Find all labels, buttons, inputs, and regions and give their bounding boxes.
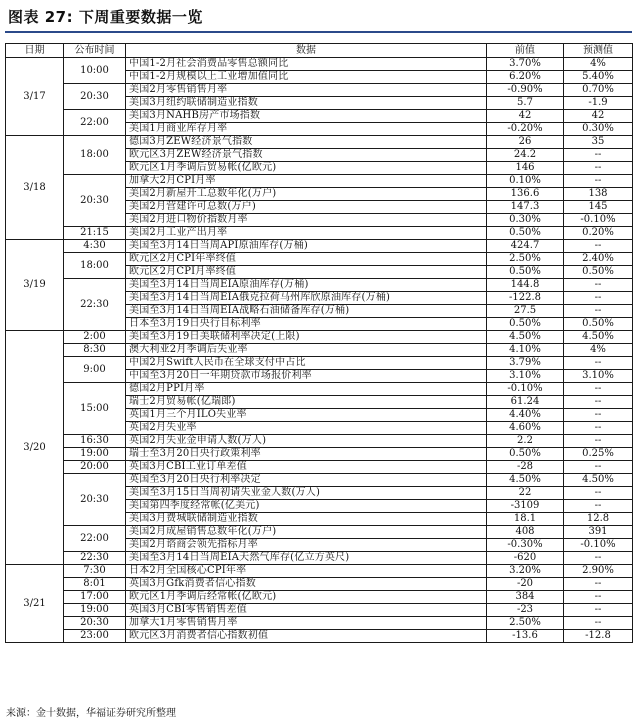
previous-cell: 0.50% [487, 448, 564, 461]
forecast-cell: -- [564, 461, 633, 474]
previous-cell: -620 [487, 552, 564, 565]
forecast-cell: -12.8 [564, 630, 633, 643]
forecast-cell: -0.10% [564, 539, 633, 552]
forecast-cell: 4.50% [564, 331, 633, 344]
item-cell: 美国2月成屋销售总数年化(万户) [126, 526, 487, 539]
schedule-table [5, 43, 633, 643]
item-cell: 美国2月谘商会领先指标月率 [126, 539, 487, 552]
table-row [6, 58, 633, 71]
table-row [6, 357, 633, 370]
item-cell: 美国第四季度经常帐(亿美元) [126, 500, 487, 513]
header-previous: 前值 [487, 44, 564, 58]
item-cell: 欧元区1月季调后经常帐(亿欧元) [126, 591, 487, 604]
time-cell: 22:00 [64, 526, 126, 552]
forecast-cell: 0.30% [564, 123, 633, 136]
table-row [6, 227, 633, 240]
forecast-cell: -- [564, 435, 633, 448]
previous-cell: 424.7 [487, 240, 564, 253]
time-cell: 8:30 [64, 344, 126, 357]
item-cell: 澳大利亚2月季调后失业率 [126, 344, 487, 357]
time-cell: 20:30 [64, 175, 126, 227]
table-row [6, 435, 633, 448]
time-cell: 16:30 [64, 435, 126, 448]
time-cell: 15:00 [64, 383, 126, 435]
time-cell: 18:00 [64, 253, 126, 279]
previous-cell: -0.20% [487, 123, 564, 136]
previous-cell: -3109 [487, 500, 564, 513]
forecast-cell: 4.50% [564, 474, 633, 487]
forecast-cell: -- [564, 305, 633, 318]
item-cell: 美国至3月15日当周初请失业金人数(万人) [126, 487, 487, 500]
item-cell: 英国3月Gfk消费者信心指数 [126, 578, 487, 591]
item-cell: 美国2月工业产出月率 [126, 227, 487, 240]
forecast-cell: -0.10% [564, 214, 633, 227]
header-time: 公布时间 [64, 44, 126, 58]
previous-cell: 18.1 [487, 513, 564, 526]
forecast-cell: -- [564, 357, 633, 370]
previous-cell: 4.10% [487, 344, 564, 357]
table-body [6, 58, 633, 643]
forecast-cell: -- [564, 279, 633, 292]
table-row [6, 474, 633, 487]
item-cell: 瑞士至3月20日央行政策利率 [126, 448, 487, 461]
previous-cell: 0.50% [487, 266, 564, 279]
previous-cell: -13.6 [487, 630, 564, 643]
date-cell: 3/19 [6, 240, 64, 331]
forecast-cell: -- [564, 552, 633, 565]
date-cell: 3/17 [6, 58, 64, 136]
forecast-cell: 0.20% [564, 227, 633, 240]
previous-cell: 146 [487, 162, 564, 175]
item-cell: 英国至3月20日央行利率决定 [126, 474, 487, 487]
forecast-cell: -- [564, 149, 633, 162]
item-cell: 中国1-2月社会消费品零售总额同比 [126, 58, 487, 71]
previous-cell: 6.20% [487, 71, 564, 84]
forecast-cell: -- [564, 617, 633, 630]
previous-cell: 2.50% [487, 253, 564, 266]
previous-cell: 5.7 [487, 97, 564, 110]
previous-cell: 147.3 [487, 201, 564, 214]
forecast-cell: -- [564, 591, 633, 604]
item-cell: 日本2月全国核心CPI年率 [126, 565, 487, 578]
item-cell: 德国2月PPI月率 [126, 383, 487, 396]
previous-cell: 136.6 [487, 188, 564, 201]
time-cell: 20:30 [64, 474, 126, 526]
table-row [6, 240, 633, 253]
item-cell: 英国1月三个月ILO失业率 [126, 409, 487, 422]
previous-cell: 3.70% [487, 58, 564, 71]
header-data: 数据 [126, 44, 487, 58]
time-cell: 19:00 [64, 604, 126, 617]
previous-cell: 0.50% [487, 227, 564, 240]
time-cell: 2:00 [64, 331, 126, 344]
table-row [6, 565, 633, 578]
item-cell: 欧元区1月季调后贸易帐(亿欧元) [126, 162, 487, 175]
previous-cell: -0.10% [487, 383, 564, 396]
item-cell: 美国至3月14日当周EIA战略石油储备库存(万桶) [126, 305, 487, 318]
forecast-cell: -- [564, 292, 633, 305]
time-cell: 4:30 [64, 240, 126, 253]
forecast-cell: 42 [564, 110, 633, 123]
table-row [6, 84, 633, 97]
previous-cell: 0.30% [487, 214, 564, 227]
title-underline [5, 31, 632, 33]
item-cell: 德国3月ZEW经济景气指数 [126, 136, 487, 149]
forecast-cell: -- [564, 422, 633, 435]
forecast-cell: 0.25% [564, 448, 633, 461]
previous-cell: 3.10% [487, 370, 564, 383]
time-cell: 23:00 [64, 630, 126, 643]
forecast-cell: 391 [564, 526, 633, 539]
table-row [6, 604, 633, 617]
item-cell: 美国2月营建许可总数(万户) [126, 201, 487, 214]
table-row [6, 344, 633, 357]
table-row [6, 461, 633, 474]
forecast-cell: 138 [564, 188, 633, 201]
previous-cell: -23 [487, 604, 564, 617]
table-row [6, 448, 633, 461]
time-cell: 22:30 [64, 552, 126, 565]
time-cell: 20:00 [64, 461, 126, 474]
header-row [6, 44, 633, 58]
item-cell: 美国至3月14日当周API原油库存(万桶) [126, 240, 487, 253]
item-cell: 中国至3月20日一年期贷款市场报价利率 [126, 370, 487, 383]
forecast-cell: -- [564, 604, 633, 617]
forecast-cell: 145 [564, 201, 633, 214]
table-row [6, 526, 633, 539]
table-row [6, 552, 633, 565]
item-cell: 美国2月进口物价指数月率 [126, 214, 487, 227]
previous-cell: 27.5 [487, 305, 564, 318]
forecast-cell: 0.50% [564, 266, 633, 279]
time-cell: 9:00 [64, 357, 126, 383]
previous-cell: 26 [487, 136, 564, 149]
item-cell: 美国至3月19日美联储利率决定(上限) [126, 331, 487, 344]
forecast-cell: -- [564, 500, 633, 513]
table-row [6, 279, 633, 292]
forecast-cell: 12.8 [564, 513, 633, 526]
forecast-cell: 0.50% [564, 318, 633, 331]
table-row [6, 175, 633, 188]
time-cell: 21:15 [64, 227, 126, 240]
forecast-cell: 2.40% [564, 253, 633, 266]
item-cell: 美国至3月14日当周EIA天然气库存(亿立方英尺) [126, 552, 487, 565]
item-cell: 美国至3月14日当周EIA原油库存(万桶) [126, 279, 487, 292]
item-cell: 英国2月失业金申请人数(万人) [126, 435, 487, 448]
item-cell: 中国2月Swift人民币在全球支付中占比 [126, 357, 487, 370]
previous-cell: 0.50% [487, 318, 564, 331]
source-note: 来源：金十数据，华福证券研究所整理 [6, 708, 176, 719]
item-cell: 美国3月NAHB房产市场指数 [126, 110, 487, 123]
previous-cell: 408 [487, 526, 564, 539]
item-cell: 英国3月CBI零售销售差值 [126, 604, 487, 617]
header-date: 日期 [6, 44, 64, 58]
forecast-cell: 3.10% [564, 370, 633, 383]
table-row [6, 110, 633, 123]
date-cell: 3/21 [6, 565, 64, 643]
item-cell: 欧元区2月CPI年率终值 [126, 253, 487, 266]
forecast-cell: -- [564, 162, 633, 175]
table-row [6, 253, 633, 266]
previous-cell: 0.10% [487, 175, 564, 188]
item-cell: 欧元区3月消费者信心指数初值 [126, 630, 487, 643]
forecast-cell: -- [564, 383, 633, 396]
time-cell: 10:00 [64, 58, 126, 84]
forecast-cell: -- [564, 578, 633, 591]
date-cell: 3/20 [6, 331, 64, 565]
forecast-cell: 2.90% [564, 565, 633, 578]
table-row [6, 630, 633, 643]
table-row [6, 617, 633, 630]
forecast-cell: 0.70% [564, 84, 633, 97]
item-cell: 美国至3月14日当周EIA俄克拉荷马州库欣原油库存(万桶) [126, 292, 487, 305]
previous-cell: -0.90% [487, 84, 564, 97]
time-cell: 18:00 [64, 136, 126, 175]
item-cell: 美国2月新屋开工总数年化(万户) [126, 188, 487, 201]
forecast-cell: 35 [564, 136, 633, 149]
previous-cell: 4.50% [487, 331, 564, 344]
previous-cell: 4.50% [487, 474, 564, 487]
item-cell: 英国2月失业率 [126, 422, 487, 435]
previous-cell: 22 [487, 487, 564, 500]
forecast-cell: 4% [564, 58, 633, 71]
previous-cell: 4.60% [487, 422, 564, 435]
previous-cell: -20 [487, 578, 564, 591]
previous-cell: -28 [487, 461, 564, 474]
previous-cell: 2.2 [487, 435, 564, 448]
forecast-cell: -- [564, 240, 633, 253]
table-row [6, 331, 633, 344]
forecast-cell: 4% [564, 344, 633, 357]
previous-cell: -122.8 [487, 292, 564, 305]
table-row [6, 383, 633, 396]
item-cell: 中国1-2月规模以上工业增加值同比 [126, 71, 487, 84]
item-cell: 美国2月零售销售月率 [126, 84, 487, 97]
item-cell: 美国1月商业库存月率 [126, 123, 487, 136]
forecast-cell: 5.40% [564, 71, 633, 84]
forecast-cell: -- [564, 409, 633, 422]
time-cell: 22:00 [64, 110, 126, 136]
previous-cell: 2.50% [487, 617, 564, 630]
table-row [6, 578, 633, 591]
forecast-cell: -- [564, 396, 633, 409]
schedule-table-container [5, 43, 632, 643]
previous-cell: 3.20% [487, 565, 564, 578]
time-cell: 7:30 [64, 565, 126, 578]
item-cell: 瑞士2月贸易帐(亿瑞郎) [126, 396, 487, 409]
time-cell: 20:30 [64, 617, 126, 630]
item-cell: 加拿大1月零售销售月率 [126, 617, 487, 630]
header-forecast: 预测值 [564, 44, 633, 58]
time-cell: 20:30 [64, 84, 126, 110]
previous-cell: 3.79% [487, 357, 564, 370]
item-cell: 美国3月纽约联储制造业指数 [126, 97, 487, 110]
previous-cell: 61.24 [487, 396, 564, 409]
table-row [6, 136, 633, 149]
figure-title: 图表 27: 下周重要数据一览 [8, 8, 203, 26]
previous-cell: 4.40% [487, 409, 564, 422]
previous-cell: 144.8 [487, 279, 564, 292]
item-cell: 美国3月费城联储制造业指数 [126, 513, 487, 526]
table-row [6, 591, 633, 604]
item-cell: 欧元区3月ZEW经济景气指数 [126, 149, 487, 162]
item-cell: 日本至3月19日央行目标利率 [126, 318, 487, 331]
previous-cell: 42 [487, 110, 564, 123]
forecast-cell: -- [564, 487, 633, 500]
time-cell: 8:01 [64, 578, 126, 591]
item-cell: 加拿大2月CPI月率 [126, 175, 487, 188]
time-cell: 17:00 [64, 591, 126, 604]
forecast-cell: -1.9 [564, 97, 633, 110]
forecast-cell: -- [564, 175, 633, 188]
previous-cell: 24.2 [487, 149, 564, 162]
item-cell: 英国3月CBI工业订单差值 [126, 461, 487, 474]
date-cell: 3/18 [6, 136, 64, 240]
previous-cell: 384 [487, 591, 564, 604]
previous-cell: -0.30% [487, 539, 564, 552]
item-cell: 欧元区2月CPI月率终值 [126, 266, 487, 279]
time-cell: 22:30 [64, 279, 126, 331]
time-cell: 19:00 [64, 448, 126, 461]
